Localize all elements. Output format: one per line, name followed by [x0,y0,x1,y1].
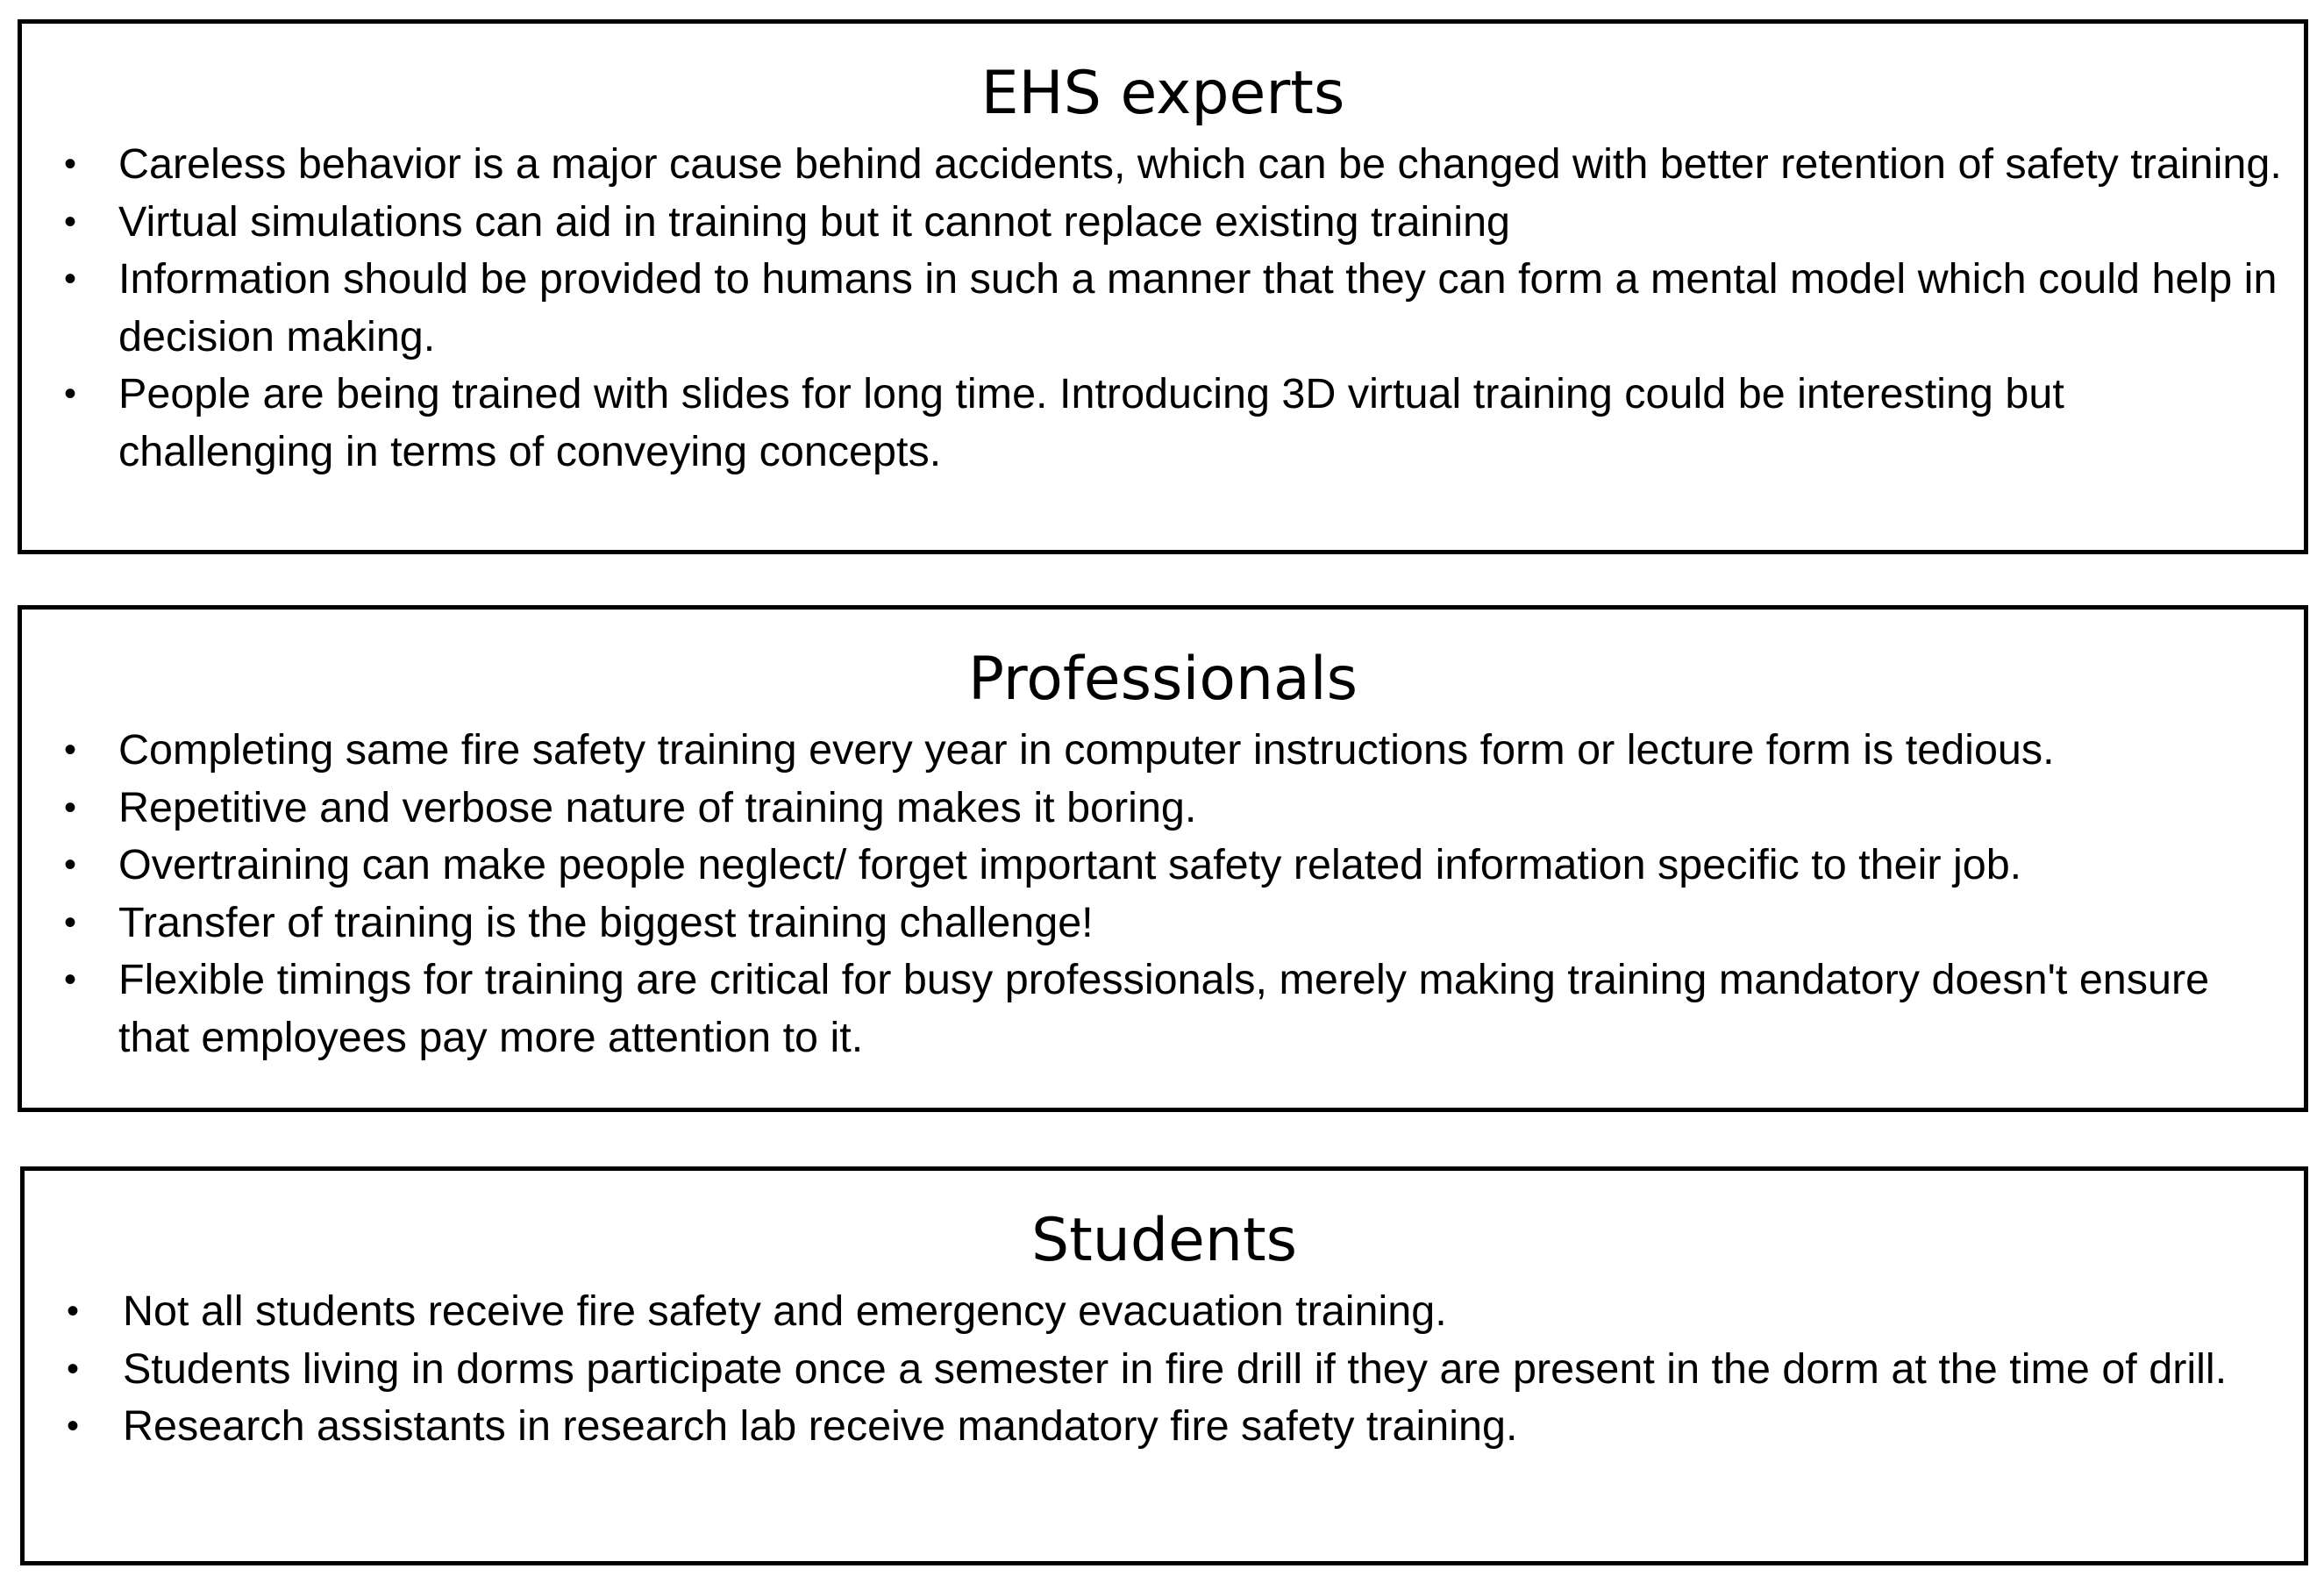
bullet-icon: • [64,202,77,241]
bullet-icon: • [64,374,77,413]
bullet-list [46,136,2286,481]
bullet-text: Information should be provided to humans in such a manner that they can form a mental model which could help in decision making. [118,255,2278,360]
bullet-icon: • [67,1292,80,1330]
bullet-icon: • [64,960,77,999]
panel-ehs-experts [18,19,2308,554]
bullet-icon: • [67,1349,80,1388]
bullet-icon: • [64,145,77,183]
panel-title: EHS experts [980,59,1345,128]
bullet-text: Overtraining can make people neglect/ forget important safety related information specific to their job. [118,841,2022,888]
bullet-icon: • [64,845,77,884]
bullet-text: Repetitive and verbose nature of training makes it boring. [118,783,1197,831]
bullet-icon: • [64,731,77,769]
bullet-list [49,1283,2286,1456]
bullet-text: Research assistants in research lab receive mandatory fire safety training. [123,1402,1518,1450]
bullet-text: Not all students receive fire safety and emergency evacuation training. [123,1287,1447,1335]
bullet-icon: • [67,1407,80,1445]
bullet-item [49,1283,2286,1341]
bullet-item [49,1398,2286,1456]
panel-title: Professionals [967,645,1358,714]
panel-professionals [18,605,2308,1112]
bullet-item [46,366,2286,481]
bullet-item [46,136,2286,194]
bullet-text: Flexible timings for training are critical for busy professionals, merely making training mandatory doesn't ensure that employees pay more attention to it. [118,956,2210,1061]
bullet-icon: • [64,260,77,298]
bullet-text: People are being trained with slides for long time. Introducing 3D virtual training could be interesting but challenging in terms of conveying concepts. [118,370,2064,475]
bullet-text: Completing same fire safety training every year in computer instructions form or lecture form is tedious. [118,726,2055,774]
bullet-item [46,194,2286,252]
bullet-item [46,895,2286,952]
bullet-item [46,952,2286,1066]
bullet-icon: • [64,788,77,827]
bullet-item [46,722,2286,780]
bullet-text: Transfer of training is the biggest training challenge! [118,898,1094,946]
bullet-icon: • [64,902,77,942]
bullet-item [46,251,2286,366]
bullet-item [46,780,2286,838]
bullet-text: Careless behavior is a major cause behind accidents, which can be changed with better retention of safety training. [118,140,2282,188]
panel-students [20,1166,2308,1565]
panel-title: Students [1030,1206,1298,1275]
bullet-item [46,837,2286,895]
bullet-list [46,722,2286,1066]
bullet-item [49,1341,2286,1399]
bullet-text: Virtual simulations can aid in training but it cannot replace existing training [118,197,1511,246]
bullet-text: Students living in dorms participate once a semester in fire drill if they are present in the dorm at the time of drill. [123,1344,2228,1393]
